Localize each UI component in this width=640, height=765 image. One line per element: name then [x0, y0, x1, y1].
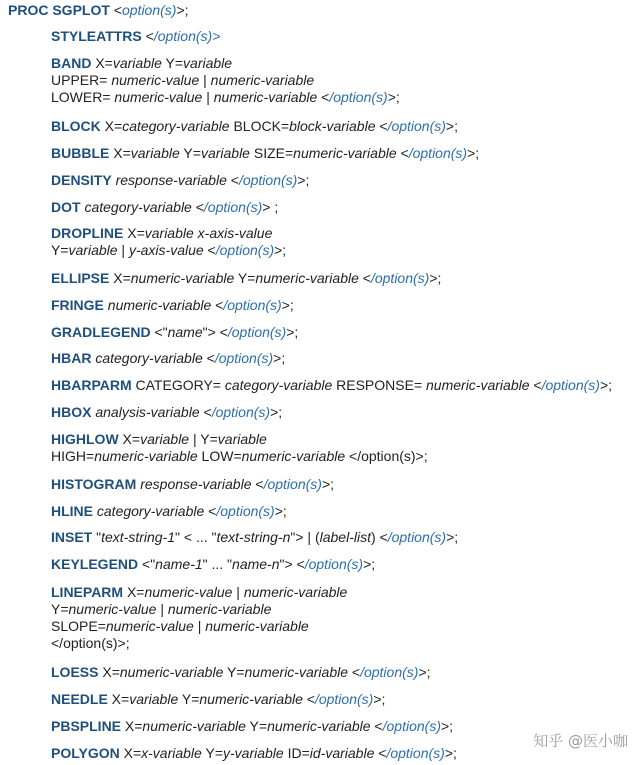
placeholder-term: category-variable	[96, 503, 205, 519]
syntax-text: X=	[123, 584, 145, 600]
statement-keyword: BUBBLE	[51, 145, 110, 161]
syntax-text: <	[226, 172, 239, 188]
placeholder-term: id-variable	[309, 745, 375, 761]
statement-line	[51, 503, 287, 520]
syntax-text: |	[117, 242, 129, 258]
syntax-text: <	[202, 350, 215, 366]
syntax-text: RESPONSE=	[332, 377, 427, 393]
syntax-text: Y=	[178, 691, 200, 707]
statement-line	[51, 377, 612, 394]
placeholder-term: numeric-value	[114, 89, 203, 105]
statement-keyword: ELLIPSE	[51, 270, 110, 286]
syntax-text: > ;	[262, 199, 279, 215]
placeholder-term: variable	[130, 145, 180, 161]
syntax-text: <	[211, 297, 224, 313]
placeholder-term: block-variable	[289, 118, 376, 134]
option-term: /option(s)	[223, 297, 282, 313]
placeholder-term: numeric-value	[111, 72, 200, 88]
statement-keyword: POLYGON	[51, 745, 120, 761]
placeholder-term: numeric-value	[68, 601, 157, 617]
syntax-text: "> | (	[290, 529, 320, 545]
placeholder-term: numeric-variable	[142, 718, 246, 734]
syntax-text: LOW=	[197, 448, 242, 464]
statement-line	[51, 476, 334, 493]
syntax-text: CATEGORY=	[131, 377, 225, 393]
placeholder-term: numeric-variable	[293, 145, 397, 161]
placeholder-term: y-variable	[223, 745, 284, 761]
placeholder-term: analysis-variable	[95, 404, 200, 420]
statement-line	[51, 55, 232, 72]
statement-line	[51, 584, 347, 601]
syntax-text: <	[204, 503, 217, 519]
syntax-text: "> <	[279, 556, 305, 572]
placeholder-term: numeric-value	[105, 618, 194, 634]
syntax-text: <	[251, 476, 264, 492]
syntax-text: >;	[297, 172, 310, 188]
syntax-text: "	[92, 529, 102, 545]
syntax-text: <	[203, 242, 216, 258]
syntax-text: SLOPE=	[51, 618, 106, 634]
placeholder-term: numeric-variable	[205, 618, 309, 634]
syntax-text: X=	[109, 145, 131, 161]
placeholder-term: numeric-variable	[167, 601, 272, 617]
statement-line	[51, 556, 375, 573]
statement-line	[51, 745, 457, 762]
syntax-text: |	[193, 618, 206, 634]
syntax-text: </option(s)>;	[345, 448, 428, 464]
option-term: /option(s)	[408, 145, 468, 161]
statement-keyword: BAND	[51, 55, 92, 71]
statement-keyword: LINEPARM	[51, 584, 124, 600]
placeholder-term: numeric-variable	[241, 448, 346, 464]
proc-header	[8, 2, 189, 19]
statement-keyword: HISTOGRAM	[51, 476, 137, 492]
option-term: /option(s)	[329, 89, 388, 105]
statement-line	[51, 431, 267, 448]
option-term: /option(s)	[386, 745, 445, 761]
placeholder-term: x-axis-value	[197, 225, 273, 241]
statement-line	[51, 404, 282, 421]
syntax-text: >;	[418, 664, 431, 680]
statement-keyword: HIGHLOW	[51, 431, 119, 447]
statement-line	[51, 89, 400, 106]
option-term: /option(s)	[387, 118, 446, 134]
syntax-text: <	[529, 377, 542, 393]
syntax-text: <	[199, 404, 212, 420]
placeholder-term: text-string-n	[216, 529, 291, 545]
option-term: /option(s)	[387, 529, 447, 545]
syntax-text: |	[156, 601, 168, 617]
placeholder-term: numeric-variable	[130, 270, 235, 286]
option-term: /option(s)	[211, 404, 271, 420]
syntax-text: " ... "	[202, 556, 233, 572]
statement-keyword: FRINGE	[51, 297, 104, 313]
statement-keyword: HBOX	[51, 404, 92, 420]
syntax-text: <	[317, 89, 330, 105]
syntax-text: ) <	[370, 529, 388, 545]
header-open: <	[109, 2, 122, 18]
syntax-text: >;	[445, 118, 458, 134]
option-term: /option(s)	[203, 199, 263, 215]
syntax-text: <	[141, 28, 154, 44]
option-term: /option(s)	[153, 28, 213, 44]
syntax-text: >;	[286, 324, 299, 340]
placeholder-term: variable	[183, 55, 233, 71]
option-term: /option(s)	[304, 556, 364, 572]
syntax-text: X=	[109, 270, 131, 286]
placeholder-term: name-1	[155, 556, 203, 572]
statement-keyword: HLINE	[51, 503, 93, 519]
option-term: >	[212, 28, 221, 44]
option-term: /option(s)	[360, 664, 419, 680]
placeholder-term: numeric-variable	[243, 584, 348, 600]
header-option: option(s)	[121, 2, 177, 18]
placeholder-term: numeric-variable	[255, 270, 359, 286]
statement-line	[51, 28, 220, 45]
syntax-text: <"	[150, 324, 168, 340]
syntax-text: Y=	[223, 664, 245, 680]
option-term: /option(s)	[541, 377, 600, 393]
syntax-text: >;	[273, 350, 286, 366]
statement-keyword: HBAR	[51, 350, 92, 366]
placeholder-term: variable	[140, 431, 190, 447]
syntax-text: >;	[274, 503, 287, 519]
syntax-text: Y=	[51, 601, 69, 617]
placeholder-term: category-variable	[84, 199, 192, 215]
syntax-text: <	[375, 118, 388, 134]
syntax-text: >;	[321, 476, 335, 492]
statement-line	[51, 118, 458, 135]
placeholder-term: name	[167, 324, 203, 340]
statement-line	[51, 448, 428, 465]
placeholder-term: variable	[200, 145, 250, 161]
syntax-text: X=	[91, 55, 113, 71]
placeholder-term: numeric-variable	[267, 718, 371, 734]
statement-line	[51, 242, 286, 259]
syntax-text: >;	[429, 270, 442, 286]
syntax-text: X=	[121, 718, 143, 734]
syntax-text: X=	[98, 664, 120, 680]
placeholder-term: label-list	[319, 529, 371, 545]
option-term: /option(s)	[215, 242, 275, 258]
statement-keyword: STYLEATTRS	[51, 28, 142, 44]
option-term: /option(s)	[382, 718, 441, 734]
statement-line	[51, 718, 453, 735]
statement-line	[51, 324, 298, 341]
syntax-text: >;	[363, 556, 376, 572]
placeholder-term: numeric-variable	[426, 377, 530, 393]
statement-keyword: NEEDLE	[51, 691, 108, 707]
syntax-text: >;	[281, 297, 294, 313]
syntax-text: SIZE=	[249, 145, 294, 161]
statement-line	[51, 618, 309, 635]
placeholder-term: numeric-variable	[213, 89, 318, 105]
option-term: /option(s)	[227, 324, 287, 340]
statement-line	[51, 270, 441, 287]
syntax-text: " < ... "	[175, 529, 217, 545]
placeholder-term: numeric-value	[144, 584, 233, 600]
syntax-text: BLOCK=	[229, 118, 290, 134]
syntax-text: >;	[440, 718, 454, 734]
syntax-text: <	[191, 199, 204, 215]
syntax-text: <	[358, 270, 371, 286]
syntax-text: Y=	[51, 242, 69, 258]
statement-keyword: PBSPLINE	[51, 718, 122, 734]
syntax-text: Y=	[179, 145, 201, 161]
syntax-text: >;	[270, 404, 283, 420]
syntax-text: Y=	[234, 270, 256, 286]
placeholder-term: numeric-variable	[199, 691, 303, 707]
syntax-text: |	[232, 584, 244, 600]
placeholder-term: numeric-variable	[107, 297, 212, 313]
watermark: 知乎 @医小咖	[533, 732, 628, 750]
proc-keyword: PROC SGPLOT	[8, 2, 110, 18]
statement-line	[51, 601, 271, 618]
statement-line	[51, 145, 479, 162]
statement-line	[51, 297, 294, 314]
placeholder-term: variable	[129, 691, 179, 707]
placeholder-term: numeric-variable	[244, 664, 348, 680]
syntax-text: Y=	[161, 55, 184, 71]
statement-line	[51, 225, 272, 242]
statement-keyword: LOESS	[51, 664, 99, 680]
placeholder-term: variable	[68, 242, 118, 258]
placeholder-term: name-n	[232, 556, 280, 572]
syntax-text: ID=	[283, 745, 310, 761]
syntax-text: X=	[123, 225, 145, 241]
statement-line	[51, 691, 385, 708]
syntax-text: |	[199, 72, 211, 88]
syntax-text: X=	[100, 118, 123, 134]
statement-keyword: DROPLINE	[51, 225, 124, 241]
syntax-text: X=	[107, 691, 130, 707]
syntax-text: <	[348, 664, 361, 680]
placeholder-term: response-variable	[140, 476, 252, 492]
syntax-text: HIGH=	[51, 448, 95, 464]
statement-line	[51, 635, 130, 652]
statement-line	[51, 350, 285, 367]
statement-keyword: HBARPARM	[51, 377, 132, 393]
syntax-text: <	[370, 718, 383, 734]
syntax-text: <	[396, 145, 409, 161]
syntax-text: >;	[387, 89, 400, 105]
placeholder-term: response-variable	[115, 172, 227, 188]
placeholder-term: numeric-variable	[94, 448, 198, 464]
statement-line	[51, 529, 458, 546]
syntax-text: <	[374, 745, 387, 761]
statement-keyword: GRADLEGEND	[51, 324, 151, 340]
placeholder-term: category-variable	[95, 350, 203, 366]
statement-keyword: DOT	[51, 199, 81, 215]
syntax-text: >;	[599, 377, 613, 393]
statement-line	[51, 664, 431, 681]
option-term: /option(s)	[370, 270, 430, 286]
option-term: /option(s)	[238, 172, 298, 188]
option-term: /option(s)	[263, 476, 322, 492]
syntax-text: LOWER=	[51, 89, 115, 105]
syntax-text: Y=	[245, 718, 268, 734]
placeholder-term: variable	[112, 55, 162, 71]
syntax-text: "> <	[202, 324, 228, 340]
syntax-text: | Y=	[189, 431, 218, 447]
syntax-text: >;	[467, 145, 480, 161]
syntax-text: <"	[138, 556, 156, 572]
statement-keyword: INSET	[51, 529, 93, 545]
option-term: /option(s)	[314, 691, 374, 707]
syntax-text: |	[202, 89, 214, 105]
header-close: >;	[176, 2, 189, 18]
placeholder-term: variable	[217, 431, 267, 447]
syntax-text: >;	[446, 529, 459, 545]
statement-keyword: KEYLEGEND	[51, 556, 139, 572]
placeholder-term: x-variable	[141, 745, 202, 761]
syntax-text: >;	[444, 745, 457, 761]
placeholder-term: numeric-variable	[119, 664, 224, 680]
syntax-text: X=	[119, 745, 142, 761]
statement-keyword: DENSITY	[51, 172, 112, 188]
syntax-text: X=	[118, 431, 141, 447]
statement-line	[51, 72, 314, 89]
placeholder-term: category-variable	[122, 118, 230, 134]
syntax-text: >;	[373, 691, 386, 707]
placeholder-term: text-string-1	[101, 529, 176, 545]
placeholder-term: numeric-variable	[210, 72, 315, 88]
statement-keyword: BLOCK	[51, 118, 101, 134]
option-term: /option(s)	[216, 503, 275, 519]
placeholder-term: y-axis-value	[128, 242, 204, 258]
statement-line	[51, 199, 278, 216]
syntax-text: Y=	[201, 745, 223, 761]
syntax-text: UPPER=	[51, 72, 112, 88]
syntax-text: >;	[274, 242, 287, 258]
placeholder-term: category-variable	[224, 377, 333, 393]
option-term: /option(s)	[214, 350, 274, 366]
syntax-text: </option(s)>;	[51, 635, 130, 651]
statement-line	[51, 172, 309, 189]
placeholder-term: variable	[144, 225, 194, 241]
syntax-text: <	[302, 691, 315, 707]
